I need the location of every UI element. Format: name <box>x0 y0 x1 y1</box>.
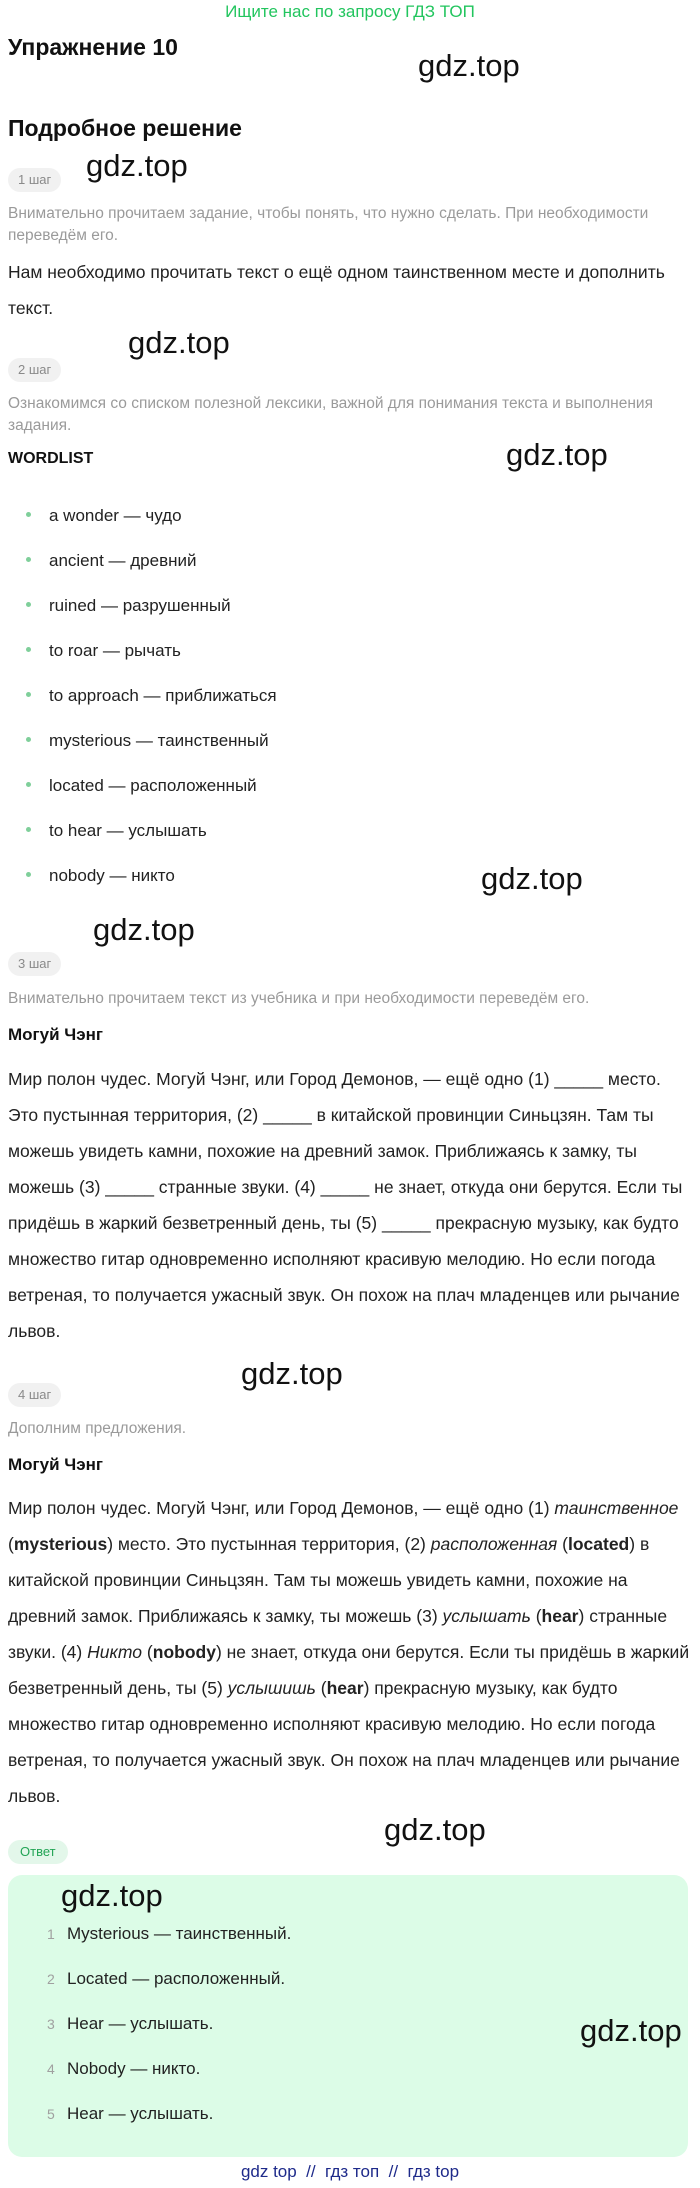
bullet-icon <box>26 692 31 697</box>
step-badge-2: 2 шаг <box>8 358 61 382</box>
section-title: Подробное решение <box>8 115 242 141</box>
page-title: Упражнение 10 <box>8 34 178 60</box>
step-hint-2: Ознакомимся со списком полезной лексики, важной для понимания текста и выполнения задания. <box>8 395 653 434</box>
text-title: Могуй Чэнг <box>8 1025 103 1044</box>
footer-links[interactable]: gdz top // гдз топ // гдз top <box>240 2162 460 2181</box>
step-hint-4: Дополним предложения. <box>8 1420 187 1437</box>
answer-badge: Ответ <box>8 1840 68 1864</box>
bullet-icon <box>26 872 31 877</box>
bullet-icon <box>26 647 31 652</box>
answer-item: 3 Hear — услышать. <box>47 2014 214 2033</box>
step-text-1: Нам необходимо прочитать текст о ещё одном таинственном месте и дополнить текст. <box>8 262 665 318</box>
watermark: gdz.top <box>86 148 188 183</box>
step-badge-3: 3 шаг <box>8 952 61 976</box>
answer-english: hear <box>541 1606 579 1626</box>
bullet-icon <box>26 782 31 787</box>
answer-word: услышать <box>442 1606 531 1626</box>
list-item: mysterious — таинственный <box>26 729 269 753</box>
list-item: to roar — рычать <box>26 639 181 663</box>
bullet-icon <box>26 557 31 562</box>
answer-english: located <box>567 1534 630 1554</box>
watermark: gdz.top <box>61 1878 163 1913</box>
watermark: gdz.top <box>580 2013 682 2048</box>
watermark: gdz.top <box>241 1356 343 1391</box>
answer-english: nobody <box>152 1642 216 1662</box>
step-hint-3: Внимательно прочитаем текст из учебника и при необходимости переведём его. <box>8 990 590 1007</box>
bullet-icon <box>26 737 31 742</box>
watermark: gdz.top <box>506 437 608 472</box>
wordlist-title: WORDLIST <box>8 450 94 467</box>
answer-english: hear <box>326 1678 364 1698</box>
list-item: to hear — услышать <box>26 819 207 843</box>
answer-word: расположенная <box>430 1534 558 1554</box>
promo-banner[interactable]: Ищите нас по запросу ГДЗ ТОП <box>225 2 475 21</box>
bullet-icon <box>26 512 31 517</box>
answer-item: 2 Located — расположенный. <box>47 1969 286 1988</box>
list-item: a wonder — чудо <box>26 504 182 528</box>
list-item: located — расположенный <box>26 774 257 798</box>
answer-item: 5 Hear — услышать. <box>47 2104 214 2123</box>
watermark: gdz.top <box>93 912 195 947</box>
watermark: gdz.top <box>481 861 583 896</box>
bullet-icon <box>26 827 31 832</box>
answer-item: 1 Mysterious — таинственный. <box>47 1924 292 1943</box>
list-item: ruined — разрушенный <box>26 594 231 618</box>
list-item: to approach — приближаться <box>26 684 277 708</box>
step-badge-4: 4 шаг <box>8 1383 61 1407</box>
list-item: ancient — древний <box>26 549 197 573</box>
watermark: gdz.top <box>128 325 230 360</box>
answer-item: 4 Nobody — никто. <box>47 2059 201 2078</box>
watermark: gdz.top <box>418 48 520 83</box>
step-badge-1: 1 шаг <box>8 168 61 192</box>
step-hint-1: Внимательно прочитаем задание, чтобы понять, что нужно сделать. При необходимости переведём его. <box>8 205 649 244</box>
answer-word: таинственное <box>554 1498 679 1518</box>
watermark: gdz.top <box>384 1812 486 1847</box>
list-item: nobody — никто <box>26 864 175 888</box>
filled-text-title: Могуй Чэнг <box>8 1455 103 1474</box>
answer-english: mysterious <box>13 1534 108 1554</box>
answer-word: услышишь <box>227 1678 316 1698</box>
filled-text-body: Мир полон чудес. Могуй Чэнг, или Город Демонов, — ещё одно (1) таинственное (mysterious) место. Это пустынная территория, (2) расположенная (located) в китайской провинции Синьцзян. Там ты можешь увидеть камни, похожие на древний замок. Приближаясь к замку, ты можешь (3) услышать (hear) странные звуки. (4) Никто (nobody) не знает, откуда они берутся. Если ты придёшь в жаркий безветренный день, ты (5) услышишь (hear) прекрасную музыку, как будто множество гитар одновременно исполняют красивую мелодию. Но если погода ветреная, то получается ужасный звук. Он похож на плач младенцев или рычание львов. <box>8 1498 690 1806</box>
bullet-icon <box>26 602 31 607</box>
text-body: Мир полон чудес. Могуй Чэнг, или Город Демонов, — ещё одно (1) _____ место. Это пустынная территория, (2) _____ в китайской провинции Синьцзян. Там ты можешь увидеть камни, похожие на древний замок. Приближаясь к замку, ты можешь (3) _____ странные звуки. (4) _____ не знает, откуда они берутся. Если ты придёшь в жаркий безветренный день, ты (5) _____ прекрасную музыку, как будто множество гитар одновременно исполняют красивую мелодию. Но если погода ветреная, то получается ужасный звук. Он похож на плач младенцев или рычание львов. <box>8 1069 683 1341</box>
answer-word: Никто <box>87 1642 143 1662</box>
